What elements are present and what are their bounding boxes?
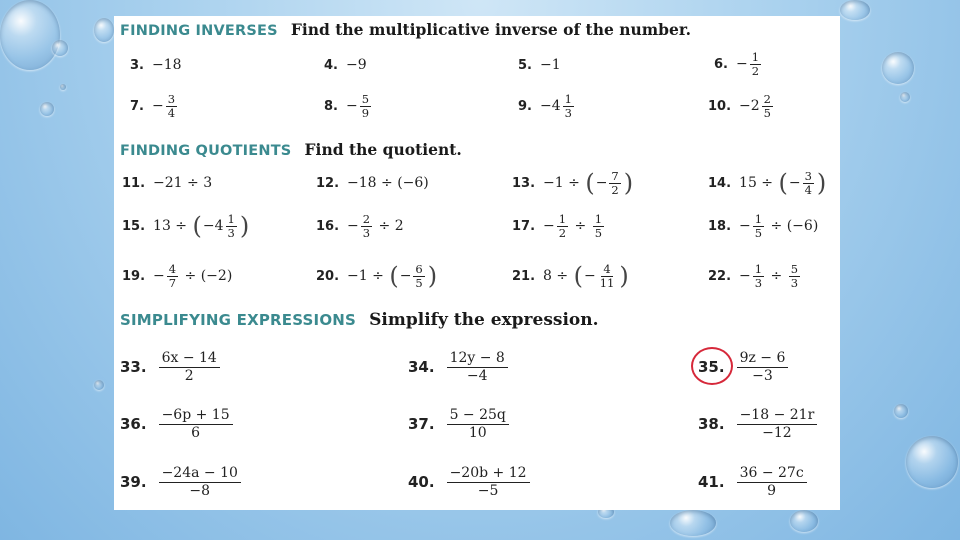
water-drop [894,404,908,418]
numerator: 36 − 27c [737,465,807,483]
problem-37 [408,402,509,446]
numerator: −18 − 21r [737,407,818,425]
problem-number: 35. [698,358,725,376]
problem-16 [316,208,404,244]
problem-sign: − [595,175,608,191]
problem-sign: − [347,218,359,234]
denominator: 5 [415,275,423,290]
numerator: 3 [167,92,176,107]
problem-sign: − [788,175,801,191]
numerator: 5 [361,92,370,107]
right-paren: ) [239,212,250,240]
problem-number: 20. [316,268,340,284]
left-paren: ( [192,212,202,240]
numerator: 1 [751,50,760,65]
problem-number: 5. [518,57,532,73]
problem-expression: −1 ÷ [347,268,389,284]
problem-10 [708,88,775,124]
problem-sign: − [151,98,164,114]
fraction [762,93,773,118]
water-drop [790,510,818,532]
denominator: 2 [611,182,619,197]
fraction [753,263,764,288]
problem-41 [698,460,807,504]
left-paren: ( [585,169,595,197]
numerator: 1 [754,262,763,277]
problem-expression: ÷ [766,268,787,284]
fraction [361,213,372,238]
problem-17 [512,208,606,244]
water-drop [840,0,870,20]
problem-3 [130,54,182,76]
denominator: −4 [466,367,488,384]
fraction [167,263,178,288]
problem-7 [130,88,179,124]
numerator: 3 [804,169,812,184]
section-header-expressions [120,310,599,330]
problem-number: 10. [708,98,732,114]
numerator: 1 [754,212,763,227]
problem-sign: − [153,268,165,284]
problem-36 [120,402,233,446]
problem-sign: − [583,268,596,284]
left-paren: ( [778,169,788,197]
problem-38 [698,402,817,446]
problem-expression: ÷ 2 [374,218,404,234]
numerator: 6 [415,262,423,277]
problem-sign: − [739,218,751,234]
denominator: 2 [184,367,194,384]
problem-sign: − [543,218,555,234]
problem-number: 39. [120,473,147,491]
denominator: 4 [804,182,812,197]
problem-number: 33. [120,358,147,376]
problem-number: 16. [316,218,340,234]
denominator: −3 [752,367,773,384]
problem-expression: ÷ (−6) [766,218,819,234]
section-label: FINDING QUOTIENTS [120,143,292,159]
water-drop [0,0,60,70]
section-header-inverses [120,20,691,39]
problem-number: 34. [408,358,435,376]
fraction [609,170,620,195]
fraction [737,407,818,442]
problem-sign: −2 [739,98,760,114]
problem-19 [122,258,232,294]
problem-8 [324,88,373,124]
water-drop [670,510,716,536]
denominator: 6 [191,424,201,441]
fraction [593,213,604,238]
numerator: −24a − 10 [159,465,241,483]
problem-11 [122,170,212,196]
fraction [737,350,789,385]
problem-40 [408,460,530,504]
problem-34 [408,346,508,388]
water-drop [40,102,54,116]
denominator: 5 [763,105,771,120]
numerator: −6p + 15 [159,407,233,425]
problem-expression: −1 ÷ [543,175,585,191]
problem-number: 36. [120,415,147,433]
problem-number: 15. [122,218,146,234]
denominator: −8 [189,482,211,499]
numerator: 9z − 6 [737,350,789,368]
problem-expression: ÷ [570,218,591,234]
problem-5 [518,54,561,76]
problem-number: 22. [708,268,732,284]
denominator: 5 [594,225,603,240]
problem-expression: 15 ÷ [739,175,778,191]
fraction [226,213,237,238]
numerator: 4 [603,262,611,277]
problem-12 [316,170,429,196]
problem-expression: −1 [539,57,561,73]
problem-4 [324,54,367,76]
denominator: 10 [468,424,487,441]
fraction [598,263,617,288]
problem-number: 9. [518,98,532,114]
denominator: 9 [767,482,777,499]
problem-number: 4. [324,57,338,73]
fraction [737,465,807,500]
water-drop [900,92,910,102]
numerator: 2 [362,212,371,227]
water-drop [882,52,914,84]
problem-number: 17. [512,218,536,234]
problem-sign: −4 [539,98,561,114]
highlight-circle [691,347,733,385]
numerator: 1 [227,212,235,227]
denominator: 4 [167,105,176,120]
problem-number: 37. [408,415,435,433]
problem-22 [708,258,802,294]
problem-20 [316,256,438,296]
problem-expression: ÷ (−2) [180,268,233,284]
left-paren: ( [573,262,583,290]
fraction [166,93,177,118]
problem-6 [714,46,763,82]
denominator: 3 [227,225,235,240]
right-paren: ) [427,262,438,290]
problem-number: 8. [324,98,338,114]
denominator: 3 [754,275,763,290]
problem-number: 21. [512,268,536,284]
problem-39 [120,460,241,504]
numerator: 1 [558,212,567,227]
water-drop [906,436,958,488]
problem-number: 18. [708,218,732,234]
section-instruction: Find the multiplicative inverse of the number. [290,20,691,39]
denominator: 5 [754,225,763,240]
section-label: FINDING INVERSES [120,23,278,39]
problem-13 [512,164,634,202]
fraction [159,350,220,385]
problem-number: 14. [708,175,732,191]
problem-number: 40. [408,473,435,491]
fraction [750,51,761,76]
denominator: 3 [790,275,799,290]
section-label: SIMPLIFYING EXPRESSIONS [120,311,357,329]
problem-expression: −9 [345,57,367,73]
numerator: 1 [564,92,572,107]
water-drop [60,84,66,90]
fraction [159,465,241,500]
denominator: 11 [599,275,615,290]
denominator: 2 [751,63,760,78]
problem-15 [122,206,250,246]
fraction [803,170,814,195]
problem-sign: − [345,98,358,114]
denominator: 9 [361,105,370,120]
problem-expression: 8 ÷ [543,268,573,284]
left-paren: ( [389,262,399,290]
problem-number: 7. [130,98,144,114]
fraction [447,407,509,442]
numerator: 5 − 25q [447,407,509,425]
water-drop [94,380,104,390]
problem-expression: 13 ÷ [153,218,192,234]
fraction [753,213,764,238]
problem-number: 41. [698,473,725,491]
fraction [413,263,424,288]
water-drop [52,40,68,56]
fraction [360,93,371,118]
denominator: 2 [558,225,567,240]
problem-number: 3. [130,57,144,73]
fraction [563,93,574,118]
numerator: −20b + 12 [447,465,530,483]
problem-expression: −21 ÷ 3 [153,175,213,191]
problem-expression: −18 [151,57,182,73]
problem-sign: − [739,268,751,284]
numerator: 2 [763,92,771,107]
problem-18 [708,208,818,244]
problem-sign: − [735,56,748,72]
fraction [447,350,508,385]
problem-number: 6. [714,56,728,72]
fraction [159,407,233,442]
fraction [789,263,800,288]
numerator: 7 [611,169,619,184]
problem-sign: − [399,268,412,284]
section-header-quotients [120,140,462,159]
denominator: −12 [762,424,792,441]
denominator: 3 [362,225,371,240]
right-paren: ) [623,169,634,197]
problem-33 [120,346,220,388]
numerator: 12y − 8 [447,350,508,368]
denominator: 3 [564,105,572,120]
problem-number: 19. [122,268,146,284]
fraction [557,213,568,238]
right-paren: ) [816,169,827,197]
problem-expression: −18 ÷ (−6) [347,175,429,191]
problem-14 [708,164,827,202]
section-instruction: Find the quotient. [304,140,462,159]
fraction [447,465,530,500]
problem-9 [518,88,576,124]
problem-sign: −4 [202,218,224,234]
denominator: −5 [477,482,499,499]
denominator: 7 [168,275,177,290]
numerator: 4 [168,262,177,277]
problem-number: 38. [698,415,725,433]
section-instruction: Simplify the expression. [369,310,599,330]
problem-21 [512,256,630,296]
problem-number: 12. [316,175,340,191]
numerator: 6x − 14 [159,350,220,368]
problem-number: 11. [122,175,146,191]
numerator: 1 [594,212,603,227]
problem-number: 13. [512,175,536,191]
right-paren: ) [619,262,629,290]
water-drop [94,18,114,42]
numerator: 5 [790,262,799,277]
